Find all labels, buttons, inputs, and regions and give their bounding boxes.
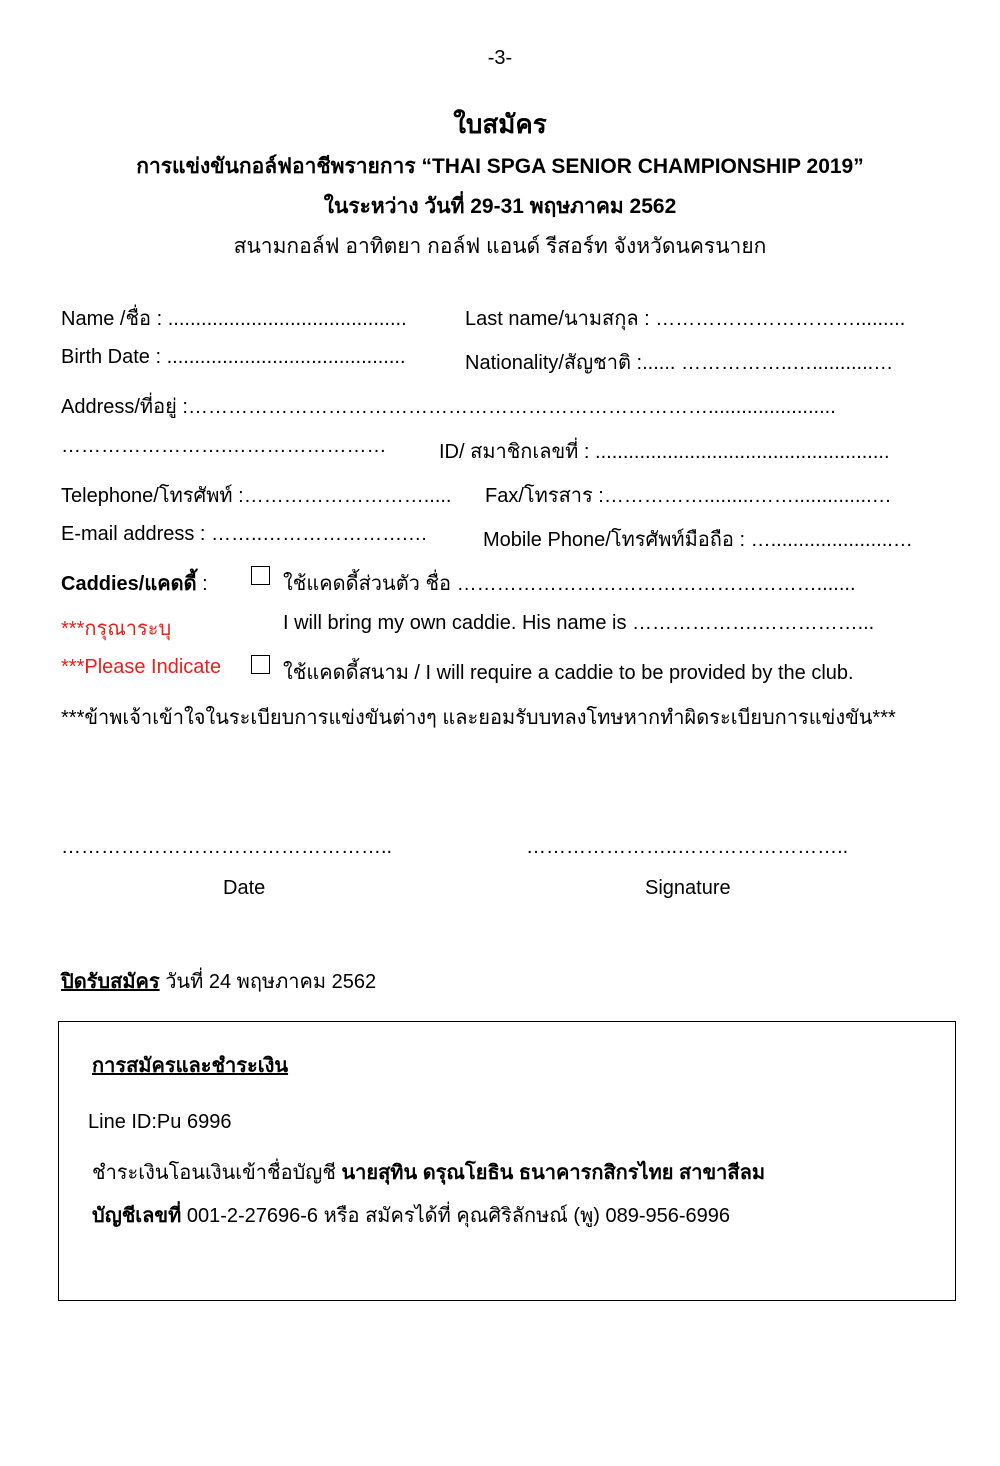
caddies-colon: : xyxy=(196,573,208,595)
closing-date xyxy=(61,965,376,997)
mobile-field[interactable]: Mobile Phone/โทรศัพท์มือถือ : …......................… xyxy=(483,529,913,551)
date-signature-line[interactable]: ………………………………………….. xyxy=(61,836,393,858)
event-title: การแข่งขันกอล์ฟอาชีพรายการ “THAI SPGA SENIOR CHAMPIONSHIP 2019” xyxy=(136,155,864,178)
own-caddie-name-field[interactable]: I will bring my own caddie. His name is ……………….……………... xyxy=(283,612,875,634)
account-label: บัญชีเลขที่ xyxy=(92,1205,182,1227)
club-caddie-checkbox[interactable] xyxy=(251,655,270,674)
club-caddie-option: ใช้แคดดี้สนาม / I will require a caddie to be provided by the club. xyxy=(283,662,854,684)
nationality-field[interactable]: Nationality/สัญชาติ :...... ……………..…...........… xyxy=(465,352,894,374)
payment-box xyxy=(58,1021,956,1301)
own-caddie-checkbox[interactable] xyxy=(251,566,270,585)
birth-date-field[interactable]: Birth Date : ........................................... xyxy=(61,346,406,368)
date-label: Date xyxy=(223,877,266,899)
line-id: Line ID:Pu 6996 xyxy=(88,1111,232,1133)
caddies-label-text: Caddies/แคดดี้ xyxy=(61,573,197,595)
member-id-field[interactable]: ID/ สมาชิกเลขที่ : ..................................................... xyxy=(439,441,890,463)
transfer-prefix: ชำระเงินโอนเงินเข้าชื่อบัญชี xyxy=(92,1162,342,1184)
payment-heading: การสมัครและชำระเงิน xyxy=(92,1055,289,1077)
contact-info: หรือ สมัครได้ที่ คุณศิริลักษณ์ (พู) 089-956-6996 xyxy=(323,1205,731,1227)
signature-label: Signature xyxy=(645,877,731,899)
transfer-info xyxy=(92,1156,765,1188)
last-name-field[interactable]: Last name/นามสกุล : …………………………......... xyxy=(465,308,906,330)
fax-field[interactable]: Fax/โทรสาร :…………….........……..............… xyxy=(485,485,892,507)
agreement-statement: ***ข้าพเจ้าเข้าใจในระเบียบการแข่งขันต่างๆ และยอมรับบทลงโทษหากทำผิดระเบียบการแข่งขัน*** xyxy=(61,707,896,729)
address-continuation-field[interactable]: …………………….…………………… xyxy=(61,435,387,457)
telephone-field[interactable]: Telephone/โทรศัพท์ :………………………..... xyxy=(61,485,452,507)
please-specify-note: ***กรุณาระบุ xyxy=(61,618,172,640)
caddies-label xyxy=(61,567,208,599)
address-field[interactable]: Address/ที่อยู่ :……………………………………………………………………....................... xyxy=(61,396,836,418)
email-field[interactable]: E-mail address : ……..………………….… xyxy=(61,523,428,545)
event-dates: ในระหว่าง วันที่ 29-31 พฤษภาคม 2562 xyxy=(323,195,677,218)
closing-label: ปิดรับสมัคร xyxy=(61,971,160,993)
account-number: 001-2-27696-6 xyxy=(181,1205,324,1227)
event-venue: สนามกอล์ฟ อาทิตยา กอล์ฟ แอนด์ รีสอร์ท จังหวัดนครนายก xyxy=(233,235,767,258)
closing-date-text: วันที่ 24 พฤษภาคม 2562 xyxy=(159,971,377,993)
signature-line[interactable]: …………………..…………………….. xyxy=(526,836,849,858)
transfer-account: นายสุทิน ดรุณโยธิน ธนาคารกสิกรไทย สาขาสีลม xyxy=(341,1162,766,1184)
please-indicate-note: ***Please Indicate xyxy=(61,656,222,678)
name-field[interactable]: Name /ชื่อ : ........................................... xyxy=(61,308,407,330)
page-number: -3- xyxy=(487,47,513,69)
form-title: ใบสมัคร xyxy=(453,109,547,139)
account-info xyxy=(92,1199,730,1231)
own-caddie-option: ใช้แคดดี้ส่วนตัว ชื่อ ………………………………………………....... xyxy=(283,573,856,595)
